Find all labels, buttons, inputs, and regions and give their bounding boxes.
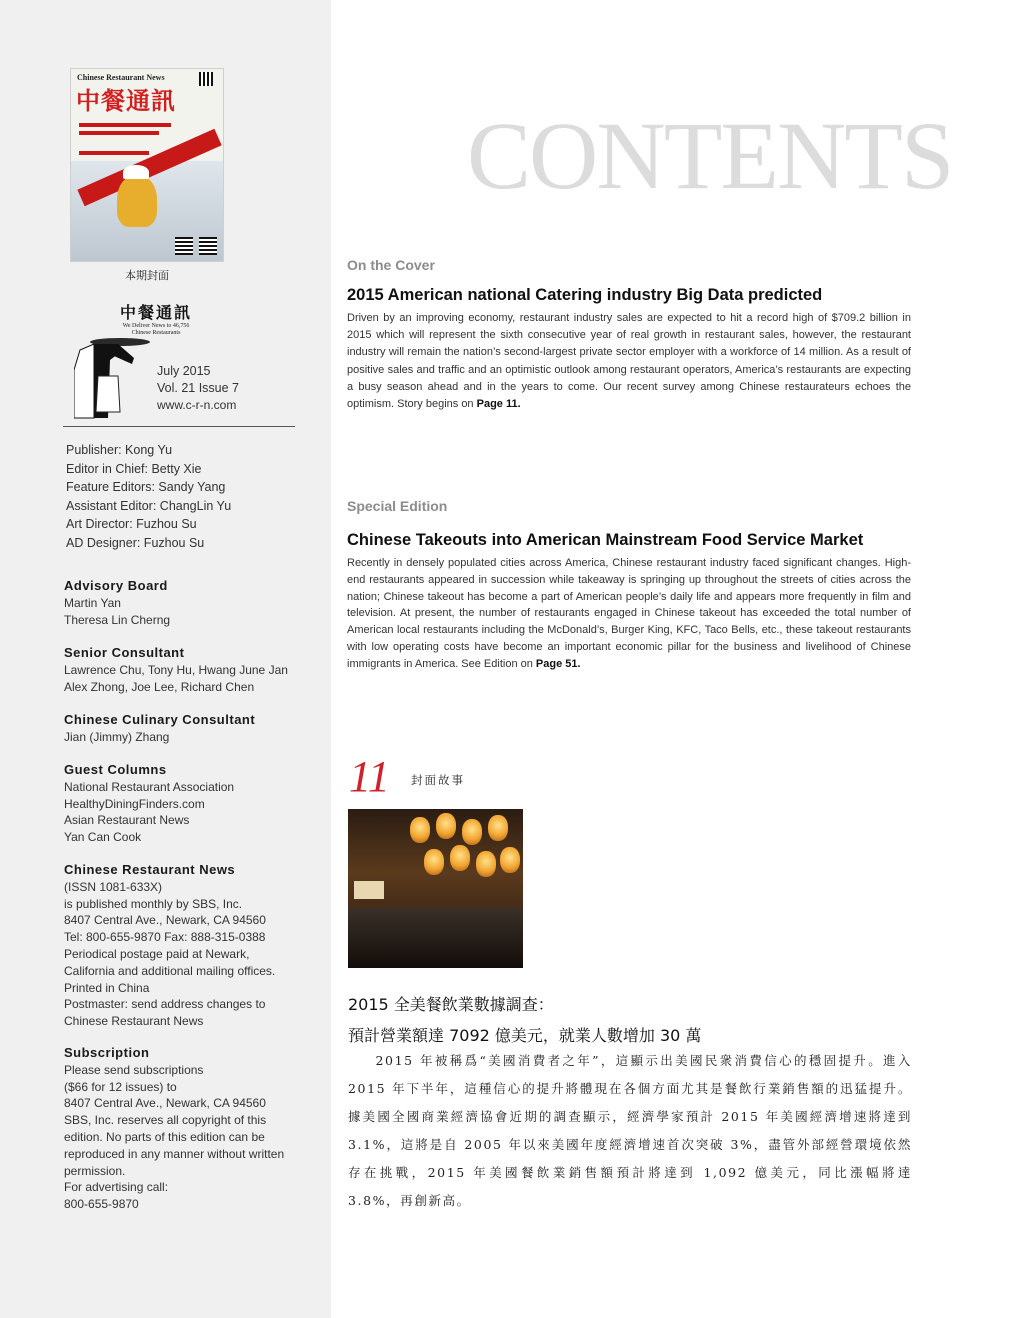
cover-headline-bar [79, 123, 171, 127]
section-heading: Chinese Restaurant News [64, 862, 236, 877]
cover-caption: 本期封面 [125, 269, 169, 282]
culinary-consultant-section [64, 712, 255, 746]
logo-tagline: We Deliver News to 46,756 [122, 323, 190, 329]
special-edition-kicker: Special Edition [347, 498, 448, 514]
subscription-section [64, 1045, 284, 1213]
cover-story-kicker: On the Cover [347, 257, 435, 273]
feature-section-label: 封面故事 [411, 773, 465, 787]
lantern-icon [462, 819, 482, 845]
section-line: SBS, Inc. reserves all copyright of this [64, 1113, 267, 1128]
section-line: Postmaster: send address changes to [64, 997, 266, 1012]
staff-line: Art Director: Fuzhou Su [66, 517, 197, 531]
section-line: 800-655-9870 [64, 1197, 139, 1212]
cover-headline-bar [79, 131, 159, 135]
staff-line: Assistant Editor: ChangLin Yu [66, 498, 232, 513]
section-line: Alex Zhong, Joe Lee, Richard Chen [64, 679, 255, 694]
section-line: permission. [64, 1163, 126, 1178]
contents-heading: CONTENTS [467, 102, 953, 209]
lantern-icon [488, 815, 508, 841]
feature-body: 2015 年被稱爲“美國消費者之年”，這顯示出美國民衆消費信心的穩固提升。進入 2015 年下半年，這種信心的提升將體現在各個方面尤其是餐飲行業銷售額的迅猛提升。據美國全國商業經濟協會近期的調查顯示，經濟學家預計 2015 年美國經濟增速將達到 3.1%，這將是自 2005 年以來美國年度經濟增速首次突破 3%，盡管外部經營環境依然存在挑戰，2015 年美國餐飲業銷售額預計將達到 1,092 億美元，同比漲幅將達 3.8%，再創新高。 [348, 1053, 912, 1208]
section-line: Yan Can Cook [64, 830, 142, 845]
section-line: 8407 Central Ave., Newark, CA 94560 [64, 913, 266, 928]
section-heading: Senior Consultant [64, 645, 185, 660]
section-line: For advertising call: [64, 1180, 169, 1195]
lantern-icon [410, 817, 430, 843]
section-line: reproduced in any manner without written [64, 1146, 285, 1161]
cover-story-summary [347, 310, 911, 413]
cover-story-text: Driven by an improving economy, restaurant industry sales are expected to hit a record high of $709.2 billion in 2015 which will represent the sixth consecutive year of real growth in restaurant sales, however, the restaurant industry will remain the nation’s second-largest private sector employer with a workforce of 14 million. As a result of positive sales and traffic and an optimistic outlook among restaurant operators, America’s restaurants are expecting a busy season ahead and in the years to come. Our recent survey among Chinese restaurateurs echoes the optimism. Story begins on [347, 312, 911, 411]
special-edition-text: Recently in densely populated cities across America, Chinese restaurant industry faced significant changes. High-end restaurants appeared in succession while takeaway is springing up throughout the streets of cities across the nation; Chinese takeout has become a part of American people’s daily life and appears more frequently in film and television. At present, the number of restaurants engaged in Chinese takeout has exceeded the total number of American local restaurants including the McDonald’s, Burger King, KFC, Taco Bells, etc., these takeout restaurants with low operating costs have become an important economic pillar for the business and livelihood of Chinese immigrants in America. See Edition on [347, 557, 911, 670]
section-heading: Advisory Board [64, 578, 168, 593]
lantern-icon [450, 845, 470, 871]
section-line: Asian Restaurant News [64, 813, 190, 828]
lantern-icon [436, 813, 456, 839]
publisher-info-section [64, 862, 275, 1030]
qr-code-icon [199, 237, 217, 255]
senior-consultant-section [64, 645, 288, 695]
issue-volume: Vol. 21 Issue 7 [157, 381, 240, 395]
qr-code-icon [175, 237, 193, 255]
section-line: National Restaurant Association [64, 779, 235, 794]
chef-illustration [117, 175, 157, 227]
section-line: Theresa Lin Cherng [64, 612, 171, 627]
section-line: California and additional mailing offices. [64, 963, 276, 978]
advisory-board-section [64, 578, 170, 628]
waiter-logo-icon [74, 330, 154, 420]
night-market-crowd [348, 908, 523, 968]
section-line: Tel: 800-655-9870 Fax: 888-315-0388 [64, 930, 266, 945]
special-edition-title[interactable]: Chinese Takeouts into American Mainstream Food Service Market [347, 531, 864, 549]
section-line: Periodical postage paid at Newark, [64, 946, 250, 961]
section-line: Lawrence Chu, Tony Hu, Hwang June Jan [64, 662, 288, 677]
section-line: Printed in China [64, 980, 150, 995]
section-heading: Chinese Culinary Consultant [64, 712, 256, 727]
logo-name-cn: 中餐通訊 [119, 303, 192, 322]
section-line: Jian (Jimmy) Zhang [64, 729, 170, 744]
cover-thumbnail[interactable] [70, 68, 224, 262]
feature-photo[interactable] [348, 809, 523, 968]
section-heading: Subscription [64, 1045, 150, 1060]
lantern-icon [476, 851, 496, 877]
section-line: ($66 for 12 issues) to [64, 1079, 177, 1094]
section-line: (ISSN 1081-633X) [64, 879, 163, 894]
section-line: is published monthly by SBS, Inc. [64, 896, 243, 911]
staff-list [66, 441, 231, 552]
cover-story-page-link[interactable]: Page 11. [476, 398, 521, 411]
sidebar-divider [63, 426, 295, 427]
lantern-icon [500, 847, 520, 873]
issue-date: July 2015 [157, 364, 211, 378]
section-line: HealthyDiningFinders.com [64, 796, 205, 811]
section-line: 8407 Central Ave., Newark, CA 94560 [64, 1096, 266, 1111]
feature-title-line-2[interactable]: 預計營業額達 7092 億美元，就業人數增加 30 萬 [348, 1026, 702, 1045]
special-edition-page-link[interactable]: Page 51. [535, 657, 581, 670]
guest-columns-section [64, 762, 234, 846]
cover-masthead-cn: 中餐通訊 [76, 86, 176, 115]
masthead-sidebar [0, 0, 331, 1318]
special-edition-summary [347, 555, 911, 673]
section-heading: Guest Columns [64, 762, 167, 777]
website-link[interactable]: www.c-r-n.com [157, 398, 237, 412]
lantern-icon [424, 849, 444, 875]
feature-page-number: 11 [349, 752, 390, 801]
cover-masthead-en: Chinese Restaurant News [77, 73, 165, 82]
storefront-sign [354, 881, 384, 899]
feature-title-line-1[interactable]: 2015 全美餐飲業數據調查： [348, 995, 554, 1014]
staff-line: Feature Editors: Sandy Yang [66, 480, 226, 494]
qr-code-icon [199, 72, 213, 86]
staff-line: Editor in Chief: Betty Xie [66, 461, 202, 476]
cover-headline-bar [79, 151, 149, 155]
section-line: Please send subscriptions [64, 1062, 204, 1077]
staff-line: Publisher: Kong Yu [66, 443, 173, 457]
logo-tagline: Chinese Restaurants [131, 330, 181, 336]
staff-line: AD Designer: Fuzhou Su [66, 535, 205, 550]
chef-hat-icon [123, 165, 149, 179]
section-line: Chinese Restaurant News [64, 1014, 204, 1029]
issue-info [157, 363, 239, 414]
section-line: Martin Yan [64, 595, 121, 610]
cover-story-title[interactable]: 2015 American national Catering industry Big Data predicted [347, 286, 823, 304]
section-line: edition. No parts of this edition can be [64, 1129, 265, 1144]
